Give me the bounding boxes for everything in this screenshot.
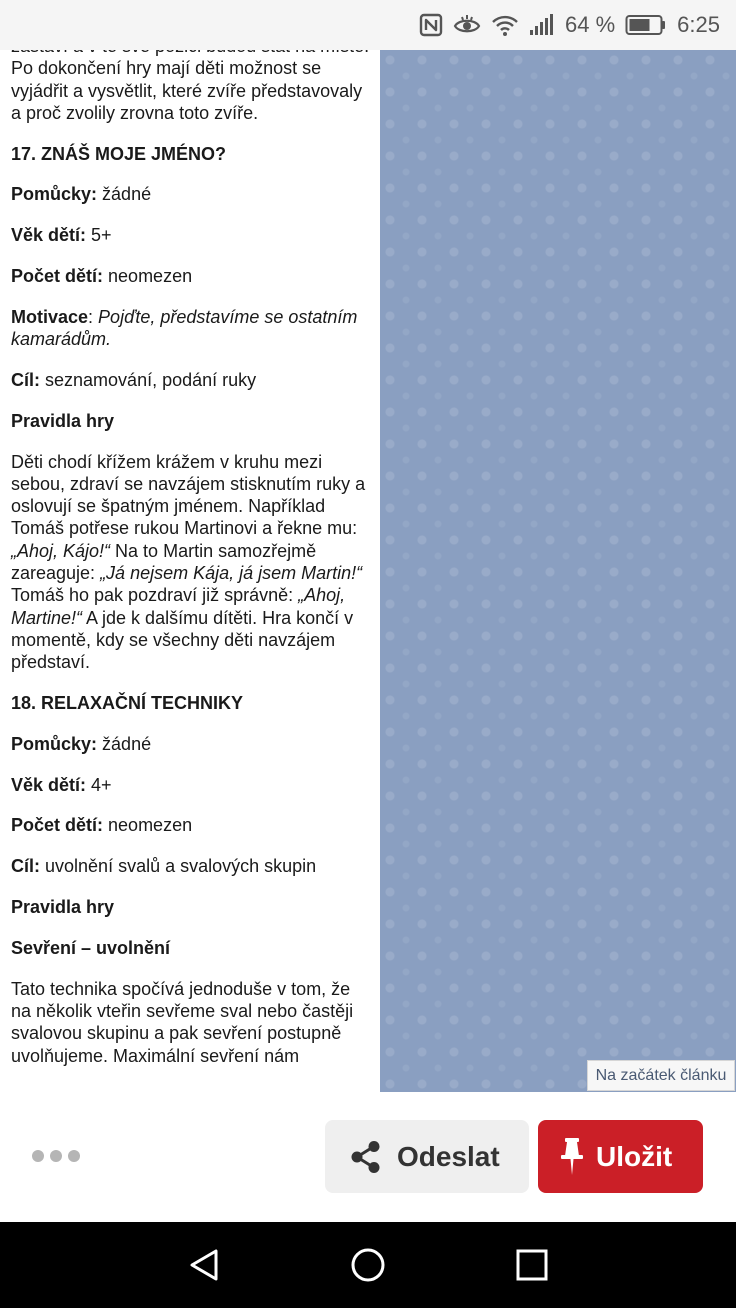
goal-label: Cíl: <box>11 369 40 390</box>
nfc-icon <box>419 13 443 37</box>
send-button[interactable] <box>325 1120 529 1193</box>
age-value: 5+ <box>91 225 112 246</box>
game-18-age <box>11 774 370 796</box>
more-options-button[interactable] <box>32 1150 80 1162</box>
aids-label: Pomůcky: <box>11 733 98 754</box>
game-18-title: 18. RELAXAČNÍ TECHNIKY <box>11 693 244 714</box>
wifi-icon <box>491 13 519 37</box>
rules-quote: „Ahoj, Kájo!“ <box>11 540 111 561</box>
rules-text-part: A jde k dalšímu dítěti. Hra končí v momentě, kdy se všechny děti navzájem představí. <box>11 607 354 673</box>
game-17-count <box>11 265 370 287</box>
game-18-rules-title: Pravidla hry <box>11 897 115 918</box>
age-label: Věk dětí: <box>11 225 87 246</box>
back-triangle-icon[interactable] <box>186 1247 222 1283</box>
count-label: Počet dětí: <box>11 815 104 836</box>
eye-comfort-icon <box>453 13 481 37</box>
pin-icon <box>560 1137 584 1177</box>
dot-icon <box>68 1150 80 1162</box>
rules-text-part: Tomáš ho pak pozdraví již správně: <box>11 585 299 606</box>
aids-value: žádné <box>102 184 152 205</box>
rules-quote: „Ahoj, Martine!“ <box>11 585 346 628</box>
clock-time: 6:25 <box>677 12 720 37</box>
dot-icon <box>32 1150 44 1162</box>
count-value: neomezen <box>108 815 193 836</box>
game-17-goal <box>11 369 370 391</box>
system-navigation-bar <box>0 1222 736 1308</box>
battery-icon <box>625 14 667 36</box>
share-icon <box>349 1140 381 1174</box>
background-pattern-panel <box>380 50 736 1092</box>
game-18-text: Tato technika spočívá jednoduše v tom, že na několik vteřin sevřeme sval nebo častěji svalovou skupinu a pak sevření postupně uvolňujeme. Maximální sevření nám <box>11 978 354 1066</box>
send-label: Odeslat <box>397 1140 500 1172</box>
article-content <box>0 0 380 1092</box>
game-17-age <box>11 224 370 246</box>
age-label: Věk dětí: <box>11 774 87 795</box>
motivation-label: Motivace <box>11 306 89 327</box>
dot-icon <box>50 1150 62 1162</box>
save-button[interactable] <box>538 1120 703 1193</box>
rules-text-part: Děti chodí křížem krážem v kruhu mezi sebou, zdraví se navzájem stisknutím ruky a oslovují se špatným jménem. Například Tomáš potřese rukou Martinovi a řekne mu: <box>11 451 366 539</box>
save-label: Uložit <box>596 1140 673 1172</box>
rules-text-part: Na to Martin samozřejmě zareaguje: <box>11 540 317 584</box>
game-17-rules-text <box>11 451 370 674</box>
home-circle-icon[interactable] <box>350 1247 386 1283</box>
count-value: neomezen <box>108 266 193 287</box>
goal-value: seznamování, podání ruky <box>45 369 257 390</box>
rules-quote: „Já nejsem Kája, já jsem Martin!“ <box>100 563 363 584</box>
game-17-title: 17. ZNÁŠ MOJE JMÉNO? <box>11 143 227 164</box>
motivation-value: Pojďte, představíme se ostatním kamarádům. <box>11 306 358 350</box>
aids-value: žádné <box>102 733 152 754</box>
game-17-motivation <box>11 306 370 351</box>
article-intro-paragraph: Po dokončení hry mají děti možnost se vyjádřit a vysvětlit, které zvíře představovaly a proč zvolily zrovna toto zvíře. <box>11 58 363 123</box>
game-18-goal <box>11 855 370 877</box>
game-17-rules-title: Pravidla hry <box>11 410 115 431</box>
motivation-separator: : <box>88 306 99 327</box>
goal-value: uvolnění svalů a svalových skupin <box>45 856 317 877</box>
pin-action-bar <box>0 1092 736 1222</box>
age-value: 4+ <box>91 774 112 795</box>
goal-label: Cíl: <box>11 856 40 877</box>
aids-label: Pomůcky: <box>11 184 98 205</box>
recents-square-icon[interactable] <box>514 1247 550 1283</box>
game-17-aids <box>11 183 370 205</box>
count-label: Počet dětí: <box>11 266 104 287</box>
back-to-top-link[interactable]: Na začátek článku <box>587 1060 735 1091</box>
signal-icon <box>529 13 555 37</box>
game-18-subtitle: Sevření – uvolnění <box>11 937 171 958</box>
game-18-count <box>11 814 370 836</box>
battery-percent: 64 % <box>565 12 616 37</box>
status-bar <box>0 0 736 50</box>
game-18-aids <box>11 733 370 755</box>
